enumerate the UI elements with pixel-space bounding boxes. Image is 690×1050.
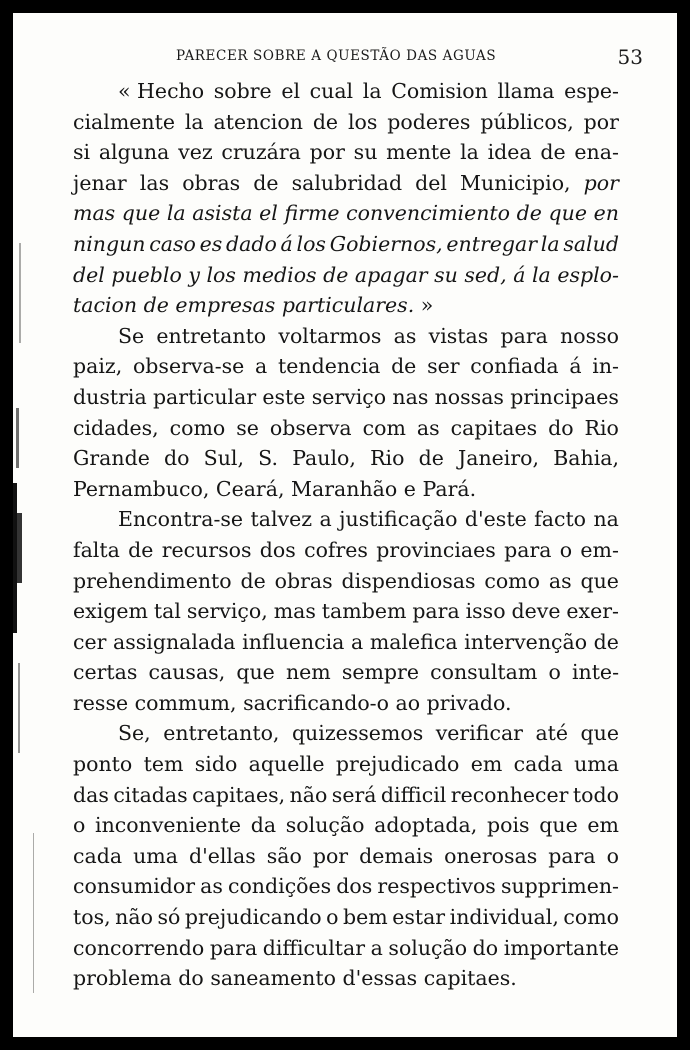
word: públicos, [480,109,574,134]
word: cialmente [73,109,175,134]
word: de [253,170,279,195]
page-header [13,46,677,76]
word: Grande [73,446,150,471]
word: inconveniente [95,813,242,838]
word: la [184,109,204,134]
text-line [73,780,619,811]
word: prejudicado [335,752,460,777]
word: problema [73,966,172,991]
word: para [504,537,552,562]
word: la [362,79,382,103]
word: Janeiro, [458,446,540,471]
word: condições [227,874,332,899]
word: salud [563,231,619,256]
word: de [128,537,154,562]
word: assignalada [113,629,236,654]
word: saneamento [210,966,336,991]
word: mas [273,599,316,624]
word: quizessemos [291,721,424,746]
word: citadas [113,782,188,807]
word: Se [118,323,145,348]
word: tem [143,752,184,777]
word: en [593,201,619,226]
word: convencimiento [346,201,511,226]
word: entregar [446,231,538,256]
word: firme [284,201,340,226]
word: confiada [470,354,559,379]
word: facto [534,507,587,532]
word: dos [336,874,373,899]
text-line [73,443,619,474]
word: del [415,170,447,195]
word: recursos [161,537,252,562]
text-line [73,688,619,719]
word: aquelle [248,752,325,777]
word: para [548,843,596,868]
word: se [236,415,259,440]
word: certas [73,660,138,685]
word: Municipio, [460,170,571,195]
word: empresas [175,293,276,318]
word: e [403,476,416,501]
text-line [73,198,619,229]
word: que [539,813,578,838]
word: particular [152,384,257,409]
word: la [540,231,560,256]
word: obras [182,170,241,195]
word: as [393,323,417,348]
word: que [580,721,619,746]
text-line [73,627,619,658]
word: por [583,109,619,134]
word: tal [153,599,181,624]
word: caso [149,231,196,256]
word: cer [73,629,107,654]
word: do [164,446,190,471]
running-head: PARECER SOBRE A QUESTÃO DAS AGUAS [176,48,497,64]
text-line [73,260,619,291]
word: voltarmos [278,323,382,348]
word: dos [259,537,296,562]
word: cidades, [73,415,159,440]
word: ser [427,354,460,379]
word: mente [386,140,452,165]
word: a [370,935,383,960]
word: serviço [311,384,387,409]
word: exigem [73,599,148,624]
word: entretanto, [163,721,280,746]
word: tos, [73,905,111,930]
word: cofres [304,537,368,562]
word: talvez [250,507,313,532]
word: ponto [73,752,133,777]
word: dustria [73,384,147,409]
word: em [470,752,503,777]
word: apagar [354,262,428,287]
word: dispendiosas [341,568,476,593]
word: tacion [73,293,138,318]
word: cruzára [221,140,301,165]
word: o [606,843,619,868]
word: espe- [564,79,619,103]
word: llama [497,79,555,103]
word: concorrendo [73,935,205,960]
word: Pará. [422,476,477,501]
word: de [540,140,566,165]
word: as [416,415,440,440]
word: difficultar [262,935,366,960]
text-line [73,474,619,505]
word: pueblo [111,262,182,287]
word: la [460,140,479,165]
word: respectivos [377,874,496,899]
word: de [143,293,169,318]
word: não [289,782,328,807]
word: justificação [339,507,458,532]
word: uma [574,752,619,777]
word: de [312,109,339,134]
word: d'essas [342,966,418,991]
word: asista [192,201,253,226]
word: sobre [213,79,272,103]
text-line [73,933,619,964]
word: nem [285,660,331,685]
word: verificar [435,721,523,746]
word: uma [133,843,178,868]
word: S. [258,446,279,471]
word: do [472,935,499,960]
word: mas [73,201,116,226]
text-line [73,168,619,199]
word: Pernambuco, [73,476,210,501]
word: de [323,262,349,287]
word: sempre [341,660,419,685]
word: que [236,660,275,685]
word: exer- [566,599,619,624]
word: provinciaes [376,537,496,562]
word: dado [225,231,277,256]
word: vez [178,140,213,165]
word: como [169,415,226,440]
text-line [73,841,619,872]
word: do [548,415,574,440]
word: causas, [148,660,226,685]
word: Encontra-se [118,507,244,532]
word: privado. [426,690,512,715]
word: adoptada, [374,813,478,838]
word: a [350,629,364,654]
word: só [157,905,181,930]
text-line [73,718,619,749]
word: solução [285,813,365,838]
word: su [434,262,458,287]
word: das [73,782,109,807]
word: todo [572,782,619,807]
word: á [280,231,293,256]
word: o [73,813,86,838]
word: ena- [574,140,619,165]
word: particulares. [281,293,415,318]
word: para [209,935,258,960]
paragraph-verification [73,718,619,993]
word: el [281,79,301,103]
word: reconhecer [450,782,569,807]
word: d'ellas [188,843,256,868]
paragraph-tendency [73,321,619,505]
word: vistas [428,323,489,348]
text-line [73,657,619,688]
word: del [73,262,105,287]
word: de [516,201,542,226]
word: sacrificando-o [243,690,389,715]
text-line [73,229,619,260]
word: Gobiernos, [329,231,443,256]
word: sido [194,752,238,777]
word: atencion [213,109,303,134]
word: entretanto [156,323,267,348]
word: a [255,354,268,379]
word: su [353,140,378,165]
text-line [73,535,619,566]
word: para [500,323,548,348]
word: não [115,905,153,930]
word: até [535,721,569,746]
word: bem [342,905,388,930]
word: com [362,415,406,440]
word: falta [73,537,120,562]
word: los [347,109,378,134]
word: tambem [321,599,407,624]
word: nossas [434,384,504,409]
word: ningun [73,231,146,256]
page-number: 53 [617,45,643,69]
word: in- [592,354,619,379]
word: consultam [430,660,538,685]
word: difficil [380,782,447,807]
text-line [73,382,619,413]
word: poderes [387,109,471,134]
text-line [73,413,619,444]
word: demais [359,843,434,868]
word: Bahia, [553,446,619,471]
word: por [309,140,345,165]
word: que [548,201,587,226]
word: o [326,905,339,930]
word: em- [580,537,619,562]
word: Comision [391,79,488,103]
text-line [73,504,619,535]
word: da [250,813,277,838]
word: si [73,140,91,165]
word: a [319,507,332,532]
word: es [199,231,223,256]
word: paiz, [73,354,123,379]
word: commum, [134,690,237,715]
word: individual, [449,905,559,930]
word: deve [511,599,561,624]
word: este [262,384,306,409]
word: esplo- [557,262,619,287]
word: Maranhão [291,476,398,501]
word: cual [309,79,354,103]
word: como [484,568,540,593]
word: de [240,568,266,593]
text-line [73,107,619,138]
text-line [73,596,619,627]
word: prejudicando [184,905,322,930]
word: de [593,629,619,654]
word: d'este [464,507,527,532]
word: em [587,813,619,838]
word: capitaes [450,415,538,440]
word: cada [513,752,563,777]
word: idea [487,140,532,165]
word: « Hecho [118,79,205,103]
word: medios [242,262,317,287]
word: la [166,201,186,226]
word: serviço, [186,599,268,624]
word: solução [388,935,468,960]
word: que [580,568,619,593]
word: que [121,201,161,226]
word: importante [503,935,619,960]
word: capitaes. [423,966,517,991]
word: consumidor [73,874,196,899]
word: as [200,874,223,899]
word: nosso [560,323,619,348]
word: los [206,262,236,287]
word: pois [487,813,530,838]
word: prehendimento [73,568,232,593]
word: onerosas [444,843,538,868]
text-line [73,290,619,321]
word: cada [73,843,123,868]
paragraph-justification [73,504,619,718]
word: de [391,354,417,379]
word: observa-se [132,354,245,379]
word: isso [465,599,506,624]
word: será [331,782,377,807]
book-page [13,13,677,1037]
binding-edge-shadow [13,13,49,1037]
word: nas [392,384,429,409]
text-line [73,321,619,352]
word: por [583,170,619,195]
text-line [73,749,619,780]
word: principaes [510,384,619,409]
word: o [548,660,561,685]
word: resse [73,690,129,715]
text-line [73,871,619,902]
word: Sul, [203,446,244,471]
paragraph-quotation [73,76,619,321]
word: á [569,354,582,379]
word: á [513,262,526,287]
word: de [418,446,444,471]
word: supprimen- [500,874,619,899]
text-line [73,137,619,168]
word: y [188,262,200,287]
word: estar [392,905,446,930]
word: as [548,568,572,593]
word: los [296,231,326,256]
word: » [420,293,434,318]
page-body [73,76,619,994]
text-line [73,351,619,382]
text-line [73,810,619,841]
word: jenar [73,170,127,195]
word: inte- [571,660,619,685]
word: Se, [118,721,151,746]
word: na [593,507,619,532]
word: são [266,843,302,868]
text-line [73,566,619,597]
text-line [73,76,619,107]
word: las [139,170,170,195]
word: por [312,843,349,868]
text-line [73,902,619,933]
word: alguna [98,140,170,165]
word: sed, [464,262,507,287]
word: salubridad [291,170,403,195]
word: o [559,537,573,562]
word: Rio [370,446,405,471]
word: observa [269,415,352,440]
word: para [412,599,460,624]
word: la [532,262,551,287]
word: do [178,966,204,991]
text-line [73,963,619,994]
word: Ceará, [215,476,285,501]
word: capitaes, [192,782,286,807]
word: ao [395,690,421,715]
word: malefica [369,629,458,654]
word: Paulo, [292,446,356,471]
word: Rio [584,415,619,440]
word: el [259,201,278,226]
word: como [563,905,619,930]
word: tendencia [278,354,381,379]
word: obras [274,568,333,593]
word: intervenção [464,629,588,654]
word: influencia [242,629,345,654]
